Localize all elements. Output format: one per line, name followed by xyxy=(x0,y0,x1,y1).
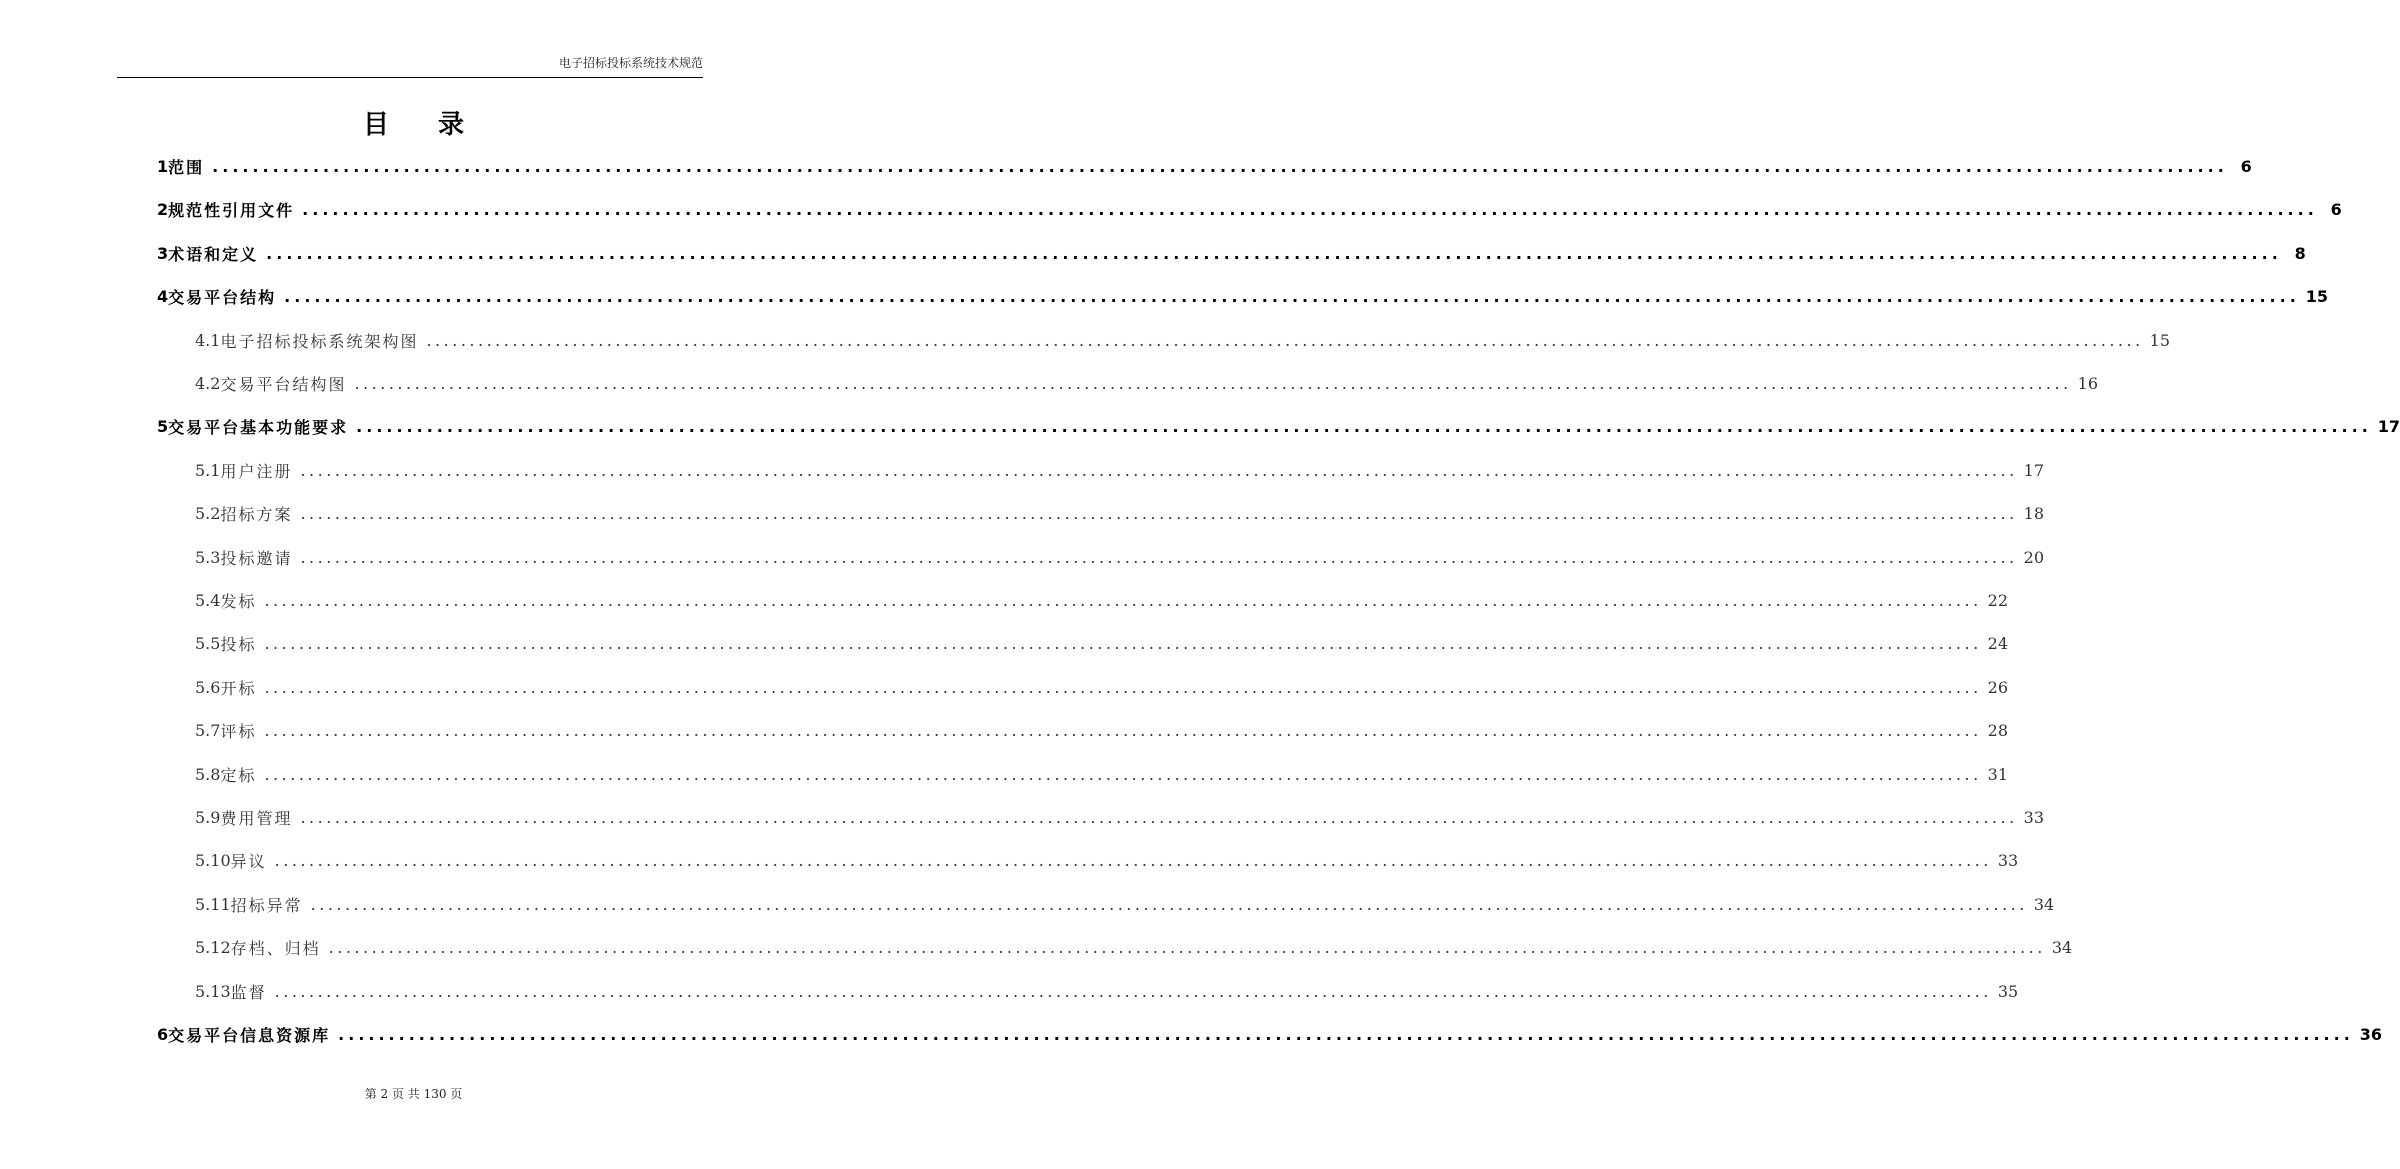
toc-entry[interactable] xyxy=(157,154,2252,178)
toc-entry[interactable] xyxy=(195,545,2045,569)
toc-entry[interactable] xyxy=(195,588,2009,612)
toc-entry-number: 6 xyxy=(157,1024,169,1044)
header-rule xyxy=(117,77,703,78)
toc-entry-number: 5.8 xyxy=(195,764,221,784)
toc-entry-label: 招标异常 xyxy=(230,895,303,915)
toc-entry-page: 28 xyxy=(1987,720,2009,740)
toc-entry-number: 5 xyxy=(157,416,169,436)
toc-entry-label: 费用管理 xyxy=(220,808,293,828)
toc-entry-number: 5.10 xyxy=(195,850,231,870)
toc-entry-number: 5.6 xyxy=(195,677,221,697)
toc-entry-page: 33 xyxy=(2023,807,2045,827)
toc-entry-label: 监督 xyxy=(230,982,267,1002)
toc-entry-page: 15 xyxy=(2305,286,2329,306)
toc-entry-page: 34 xyxy=(2033,894,2055,914)
toc-entry-number: 5.5 xyxy=(195,633,221,653)
toc-entry[interactable] xyxy=(157,1022,2383,1046)
toc-title: 目 录 xyxy=(362,110,485,140)
toc-dot-leader: ........................................................................................................................................................................................................ xyxy=(426,330,2144,350)
toc-dot-leader: ........................................................................................................................................................................................................ xyxy=(284,286,2300,306)
toc-entry-number: 1 xyxy=(157,156,169,176)
toc-entry-label: 投标 xyxy=(220,634,257,654)
toc-entry[interactable] xyxy=(157,284,2329,308)
toc-entry[interactable] xyxy=(157,197,2342,221)
toc-entry-label: 电子招标投标系统架构图 xyxy=(220,331,419,351)
toc-entry-page: 6 xyxy=(2330,199,2342,219)
toc-entry[interactable] xyxy=(195,848,2019,872)
toc-entry-page: 35 xyxy=(1997,981,2019,1001)
toc-entry[interactable] xyxy=(195,501,2045,525)
toc-dot-leader: ........................................................................................................................................................................................................ xyxy=(266,243,2282,263)
toc-dot-leader: ........................................................................................................................................................................................................ xyxy=(354,373,2072,393)
toc-dot-leader: ........................................................................................................................................................................................................ xyxy=(302,199,2318,219)
toc-dot-leader: ........................................................................................................................................................................................................ xyxy=(264,590,1982,610)
toc-entry-label: 交易平台基本功能要求 xyxy=(168,417,349,437)
toc-entry-number: 2 xyxy=(157,199,169,219)
toc-entry-page: 8 xyxy=(2294,243,2306,263)
toc-entry-label: 交易平台信息资源库 xyxy=(168,1025,331,1045)
toc-entry[interactable] xyxy=(195,718,2009,742)
toc-entry-label: 交易平台结构图 xyxy=(220,374,347,394)
toc-dot-leader: ........................................................................................................................................................................................................ xyxy=(264,720,1982,740)
toc-entry-page: 16 xyxy=(2077,373,2099,393)
toc-entry-number: 5.12 xyxy=(195,937,231,957)
toc-entry-page: 26 xyxy=(1987,677,2009,697)
toc-entry-page: 31 xyxy=(1987,764,2009,784)
running-header: 电子招标投标系统技术规范 xyxy=(558,56,703,70)
toc-dot-leader: ........................................................................................................................................................................................................ xyxy=(338,1024,2354,1044)
toc-entry-number: 3 xyxy=(157,243,169,263)
toc-entry-label: 定标 xyxy=(220,765,257,785)
toc-entry[interactable] xyxy=(195,762,2009,786)
toc-entry-label: 范围 xyxy=(168,157,205,177)
toc-entry-label: 招标方案 xyxy=(220,504,293,524)
toc-entry-label: 开标 xyxy=(220,678,257,698)
toc-entry-label: 发标 xyxy=(220,591,257,611)
toc-dot-leader: ........................................................................................................................................................................................................ xyxy=(212,156,2228,176)
toc-entry-number: 5.9 xyxy=(195,807,221,827)
toc-entry-number: 4.2 xyxy=(195,373,221,393)
page-footer: 第 2 页 共 130 页 xyxy=(364,1087,463,1101)
toc-entry-label: 异议 xyxy=(230,851,267,871)
toc-dot-leader: ........................................................................................................................................................................................................ xyxy=(328,937,2046,957)
toc-entry-number: 5.7 xyxy=(195,720,221,740)
toc-dot-leader: ........................................................................................................................................................................................................ xyxy=(300,807,2018,827)
toc-entry-number: 5.11 xyxy=(195,894,231,914)
toc-entry-label: 评标 xyxy=(220,721,257,741)
toc-dot-leader: ........................................................................................................................................................................................................ xyxy=(264,633,1982,653)
toc-dot-leader: ........................................................................................................................................................................................................ xyxy=(274,850,1992,870)
toc-entry-label: 交易平台结构 xyxy=(168,287,277,307)
toc-entry[interactable] xyxy=(195,675,2009,699)
toc-entry-number: 5.3 xyxy=(195,547,221,567)
toc-entry[interactable] xyxy=(195,371,2099,395)
toc-entry[interactable] xyxy=(195,805,2045,829)
toc-dot-leader: ........................................................................................................................................................................................................ xyxy=(300,547,2018,567)
toc-entry-page: 6 xyxy=(2240,156,2252,176)
toc-entry-number: 4 xyxy=(157,286,169,306)
toc-entry-page: 17 xyxy=(2377,416,2400,436)
toc-entry[interactable] xyxy=(195,458,2045,482)
toc-entry-label: 投标邀请 xyxy=(220,548,293,568)
toc-entry-label: 存档、归档 xyxy=(230,938,321,958)
toc-dot-leader: ........................................................................................................................................................................................................ xyxy=(356,416,2372,436)
toc-entry-number: 5.2 xyxy=(195,503,221,523)
toc-entry-label: 术语和定义 xyxy=(168,244,259,264)
toc-dot-leader: ........................................................................................................................................................................................................ xyxy=(300,503,2018,523)
toc-dot-leader: ........................................................................................................................................................................................................ xyxy=(264,677,1982,697)
toc-entry[interactable] xyxy=(157,414,2400,438)
toc-entry[interactable] xyxy=(195,935,2073,959)
toc-entry[interactable] xyxy=(195,328,2171,352)
toc-entry-number: 5.1 xyxy=(195,460,221,480)
toc-entry-page: 33 xyxy=(1997,850,2019,870)
toc-entry-page: 36 xyxy=(2359,1024,2383,1044)
toc-entry-page: 34 xyxy=(2051,937,2073,957)
toc-entry[interactable] xyxy=(195,892,2055,916)
toc-entry-page: 20 xyxy=(2023,547,2045,567)
toc-entry-page: 18 xyxy=(2023,503,2045,523)
toc-entry-page: 17 xyxy=(2023,460,2045,480)
toc-entry-page: 15 xyxy=(2149,330,2171,350)
toc-dot-leader: ........................................................................................................................................................................................................ xyxy=(274,981,1992,1001)
toc-entry-number: 4.1 xyxy=(195,330,221,350)
toc-entry-label: 用户注册 xyxy=(220,461,293,481)
toc-dot-leader: ........................................................................................................................................................................................................ xyxy=(300,460,2018,480)
toc-entry-page: 22 xyxy=(1987,590,2009,610)
toc-entry[interactable] xyxy=(157,241,2306,265)
toc-entry-number: 5.4 xyxy=(195,590,221,610)
toc-entry[interactable] xyxy=(195,631,2009,655)
toc-entry[interactable] xyxy=(195,979,2019,1003)
toc-entry-label: 规范性引用文件 xyxy=(168,200,295,220)
toc-entry-number: 5.13 xyxy=(195,981,231,1001)
toc-dot-leader: ........................................................................................................................................................................................................ xyxy=(264,764,1982,784)
toc-entry-page: 24 xyxy=(1987,633,2009,653)
toc-dot-leader: ........................................................................................................................................................................................................ xyxy=(310,894,2028,914)
